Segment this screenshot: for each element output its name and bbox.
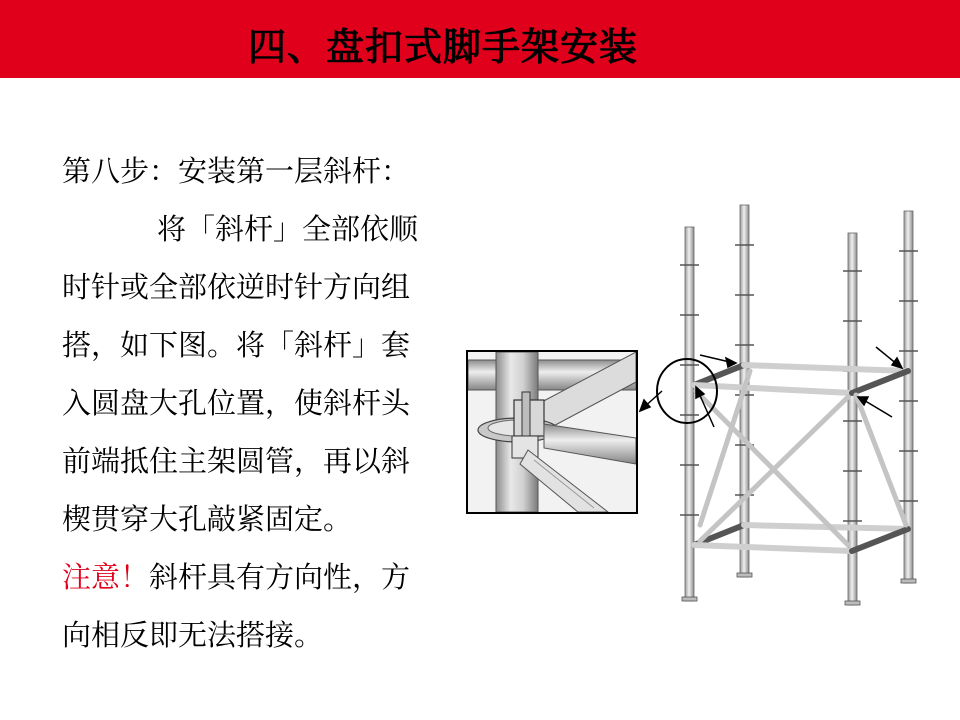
paragraph-line-2: 时针或全部依逆时针方向组: [62, 270, 411, 304]
note-label: 注意！: [62, 560, 150, 594]
paragraph-line-1: 将「斜杆」全部依顺: [157, 212, 419, 246]
note-text-1: 斜杆具有方向性，方: [149, 560, 411, 594]
instruction-text: [62, 142, 452, 664]
paragraph-line-4: 入圆盘大孔位置，使斜杆头: [62, 386, 411, 420]
connector-closeup-icon: [466, 350, 638, 514]
paragraph-line-3: 搭，如下图。将「斜杆」套: [62, 328, 411, 362]
note-line-1: [62, 548, 452, 606]
scaffold-frame-icon: [630, 195, 960, 615]
step-title: 第八步：安装第一层斜杆：: [62, 154, 411, 188]
paragraph-line-5: 前端抵住主架圆管，再以斜: [62, 444, 411, 478]
note-line-2: 向相反即无法搭接。: [62, 618, 324, 652]
title-bar: [0, 0, 960, 78]
page-title: 四、盘扣式脚手架安装: [248, 25, 639, 69]
paragraph-line-6: 楔贯穿大孔敲紧固定。: [62, 502, 353, 536]
